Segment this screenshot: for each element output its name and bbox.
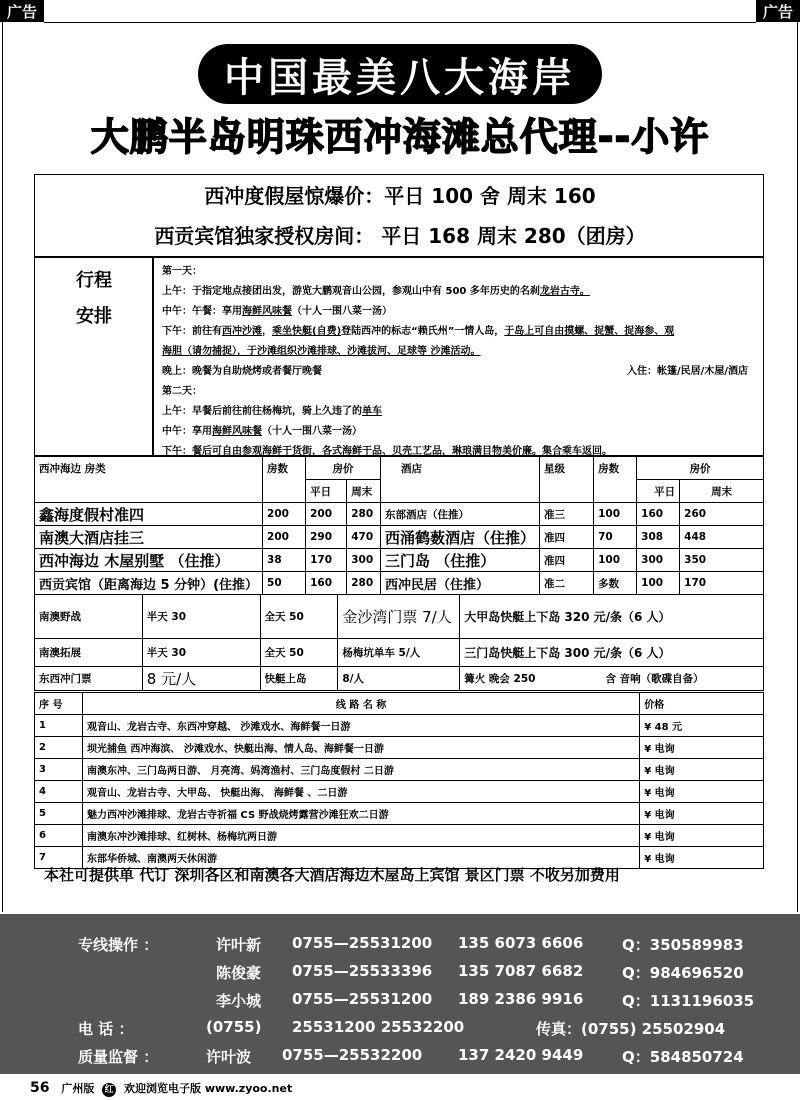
th-weekend-2: 周末 bbox=[680, 480, 764, 503]
cell: 篝火 晚会 250 含 音响（歌碟自备） bbox=[460, 667, 764, 691]
cell: 448 bbox=[680, 526, 764, 549]
phone-numbers: 25531200 25532200 bbox=[292, 1018, 465, 1036]
cell: 160 bbox=[637, 503, 680, 526]
contact-mobile: 135 6073 6606 bbox=[458, 934, 584, 952]
cell: 300 bbox=[637, 549, 680, 572]
ad-tag-left: 广告 bbox=[0, 0, 44, 22]
contact-qq: Q：984696520 bbox=[622, 964, 744, 982]
cell: 200 bbox=[306, 503, 347, 526]
table-row bbox=[35, 759, 764, 781]
label-phone: 电 话 ： bbox=[78, 1020, 134, 1038]
day2-morning: 上午：早餐后前往前往杨梅坑，骑上久违了的单车 bbox=[162, 406, 382, 417]
cell: 7 bbox=[35, 847, 83, 869]
cell: 470 bbox=[347, 526, 381, 549]
table-row bbox=[35, 549, 764, 572]
hotel-table bbox=[34, 456, 764, 595]
cell: 260 bbox=[680, 503, 764, 526]
day1-evening: 晚上：晚餐为自助烧烤或者餐厅晚餐 入住：帐篷/民居/木屋/酒店 bbox=[162, 366, 748, 377]
box-divider bbox=[34, 256, 764, 258]
main-title: 中国最美八大海岸 bbox=[198, 44, 602, 104]
cell: 南澳东冲、三门岛两日游、 月亮湾、妈湾渔村、三门岛度假村 二日游 bbox=[82, 759, 639, 781]
cell: 西冲民居（住推） bbox=[381, 572, 540, 595]
routes-header bbox=[35, 693, 764, 715]
cell: 4 bbox=[35, 781, 83, 803]
cell: ¥ 电询 bbox=[640, 781, 764, 803]
contact-name: 李小城 bbox=[216, 992, 262, 1010]
cell: 准四 bbox=[540, 549, 594, 572]
cell: 3 bbox=[35, 759, 83, 781]
cell: 南澳大酒店挂三 bbox=[35, 526, 263, 549]
contact-mobile: 135 7087 6682 bbox=[458, 962, 584, 980]
table-row bbox=[35, 667, 764, 691]
cell: 300 bbox=[347, 549, 381, 572]
table-row bbox=[35, 737, 764, 759]
box-vertical-divider bbox=[152, 256, 154, 456]
top-rule bbox=[44, 22, 756, 23]
cell: 8/人 bbox=[338, 667, 460, 691]
contact-mobile: 189 2386 9916 bbox=[458, 990, 584, 1008]
contact-qq: Q：1131196035 bbox=[622, 992, 755, 1010]
cell: ¥ 电询 bbox=[640, 825, 764, 847]
table-row bbox=[35, 526, 764, 549]
cell: 三门岛快艇上下岛 300 元/条（6 人） bbox=[460, 639, 764, 667]
th-price-2: 房价 bbox=[637, 457, 764, 480]
table-row bbox=[35, 639, 764, 667]
label-ops: 专线操作 ： bbox=[78, 936, 159, 954]
th-weekend: 周末 bbox=[347, 480, 381, 503]
cell: 280 bbox=[347, 503, 381, 526]
cell: 准三 bbox=[540, 503, 594, 526]
cell: 准二 bbox=[540, 572, 594, 595]
cell: ¥ 电询 bbox=[640, 737, 764, 759]
contact-name: 陈俊豪 bbox=[216, 964, 262, 982]
fax: 传真：(0755) 25502904 bbox=[536, 1020, 726, 1038]
cell: 8 元/人 bbox=[142, 667, 260, 691]
cell: 南澳东冲沙滩排球、红树林、杨梅坑两日游 bbox=[82, 825, 639, 847]
cell: 170 bbox=[306, 549, 347, 572]
cell: 三门岛 （住推） bbox=[381, 549, 540, 572]
cell: 南澳拓展 bbox=[35, 639, 143, 667]
day1-afternoon: 下午：前往有西冲沙滩，乘坐快艇(自费)登陆西冲的标志“赖氏州”一情人岛，于岛上可自由摸螺、捉蟹、捉海参、观 bbox=[162, 326, 675, 337]
cell: 308 bbox=[637, 526, 680, 549]
logo-icon: 红 bbox=[102, 1083, 116, 1097]
cell: 金沙湾门票 7/人 bbox=[338, 595, 460, 639]
cell: 160 bbox=[306, 572, 347, 595]
th-price: 房价 bbox=[306, 457, 381, 480]
cell: 东西冲门票 bbox=[35, 667, 143, 691]
cell: 东部酒店（住推） bbox=[381, 503, 540, 526]
contact-tel: 0755—25531200 bbox=[292, 934, 433, 952]
cell: 准四 bbox=[540, 526, 594, 549]
day1-afternoon-2: 海胆（请勿捕捉），于沙滩组织沙滩排球、沙滩拔河、足球等 沙滩活动。 bbox=[162, 346, 481, 357]
contact-tel: 0755—25531200 bbox=[292, 990, 433, 1008]
contact-mobile: 137 2420 9449 bbox=[458, 1046, 584, 1064]
day2-heading: 第二天： bbox=[162, 386, 202, 397]
day1-morning: 上午：于指定地点接团出发，游览大鹏观音山公园，参观山中有 500 多年历史的名刹龙岩古寺。 bbox=[162, 286, 590, 297]
cell: 100 bbox=[594, 549, 637, 572]
itinerary-label-2: 安排 bbox=[76, 306, 112, 327]
cell: 1 bbox=[35, 715, 83, 737]
page-footer bbox=[30, 1080, 292, 1097]
cell: 半天 30 bbox=[142, 639, 260, 667]
price-line-1: 西冲度假屋惊爆价：平日 100 舍 周末 160 bbox=[204, 184, 596, 208]
table-row bbox=[35, 595, 764, 639]
th-no: 序 号 bbox=[35, 693, 83, 715]
cell: 全天 50 bbox=[260, 595, 338, 639]
table-row bbox=[35, 715, 764, 737]
cell: 70 bbox=[594, 526, 637, 549]
cell: 38 bbox=[263, 549, 306, 572]
th-rooms: 房数 bbox=[263, 457, 306, 503]
th-weekday-2: 平日 bbox=[637, 480, 680, 503]
cell: ¥ 电询 bbox=[640, 847, 764, 869]
cell: 南澳野战 bbox=[35, 595, 143, 639]
cell: 290 bbox=[306, 526, 347, 549]
contact-panel bbox=[0, 914, 800, 1074]
day2-afternoon: 下午：餐后可自由参观海鲜干货街，各式海鲜干品、贝壳工艺品，琳琅满目物美价廉。集合乘车返回。 bbox=[162, 446, 612, 457]
extras-table bbox=[34, 594, 764, 691]
cell: 魅力西冲沙滩排球、龙岩古寺祈福 CS 野战烧烤露营沙滩狂欢二日游 bbox=[82, 803, 639, 825]
cell: ¥ 电询 bbox=[640, 759, 764, 781]
cell: 坝光捕鱼 西冲海滨、 沙滩戏水、快艇出海、情人岛、海鲜餐一日游 bbox=[82, 737, 639, 759]
cell: 观音山、龙岩古寺、大甲岛、 快艇出海、 海鲜餐 、二日游 bbox=[82, 781, 639, 803]
cell: 6 bbox=[35, 825, 83, 847]
cell: 西贡宾馆（距离海边 5 分钟）(住推） bbox=[35, 572, 263, 595]
th-rooms-2: 房数 bbox=[594, 457, 637, 503]
itinerary-label-1: 行程 bbox=[76, 270, 112, 291]
cell: 观音山、龙岩古寺、东西冲穿越、 沙滩戏水、海鲜餐一日游 bbox=[82, 715, 639, 737]
th-route-name: 线 路 名 称 bbox=[82, 693, 639, 715]
edition-label: 广州版 bbox=[61, 1082, 95, 1095]
cell: 50 bbox=[263, 572, 306, 595]
cell: 2 bbox=[35, 737, 83, 759]
contact-qq: Q：584850724 bbox=[622, 1048, 744, 1066]
contact-tel: 0755—25533396 bbox=[292, 962, 433, 980]
cell: 快艇上岛 bbox=[260, 667, 338, 691]
cell: 全天 50 bbox=[260, 639, 338, 667]
cell: 350 bbox=[680, 549, 764, 572]
contact-name: 许叶波 bbox=[206, 1048, 252, 1066]
th-star: 星级 bbox=[540, 457, 594, 503]
phone-area: (0755) bbox=[206, 1018, 262, 1036]
page-number: 56 bbox=[30, 1080, 50, 1096]
cell: 大甲岛快艇上下岛 320 元/条（6 人） bbox=[460, 595, 764, 639]
cell: 100 bbox=[637, 572, 680, 595]
cell: 100 bbox=[594, 503, 637, 526]
cell: 杨梅坑单车 5/人 bbox=[338, 639, 460, 667]
contact-qq: Q：350589983 bbox=[622, 936, 744, 954]
contact-name: 许叶新 bbox=[216, 936, 262, 954]
cell: ¥ 电询 bbox=[640, 803, 764, 825]
day2-noon: 中午：享用海鲜风味餐（十人一围八菜一汤） bbox=[162, 426, 362, 437]
cell: 5 bbox=[35, 803, 83, 825]
th-route-price: 价格 bbox=[640, 693, 764, 715]
day1-heading: 第一天： bbox=[162, 266, 202, 277]
cell: ¥ 48 元 bbox=[640, 715, 764, 737]
cell: 鑫海度假村准四 bbox=[35, 503, 263, 526]
cell: 200 bbox=[263, 503, 306, 526]
cell: 西涌鹤薮酒店（住推） bbox=[381, 526, 540, 549]
service-note: 本社可提供单 代订 深圳各区和南澳各大酒店海边木屋岛上宾馆 景区门票 不收另加费用 bbox=[44, 866, 620, 884]
cell: 东部华侨城、南澳两天休闲游 bbox=[82, 847, 639, 869]
table-row bbox=[35, 572, 764, 595]
cell: 200 bbox=[263, 526, 306, 549]
table-row bbox=[35, 803, 764, 825]
label-quality: 质量监督 ： bbox=[78, 1048, 159, 1066]
sub-title: 大鹏半岛明珠西冲海滩总代理--小许 bbox=[90, 115, 710, 159]
price-line-2: 西贡宾馆独家授权房间： 平日 168 周末 280（团房） bbox=[154, 224, 646, 248]
table-row bbox=[35, 503, 764, 526]
th-hotel: 酒店 bbox=[381, 457, 540, 503]
ad-tag-right: 广告 bbox=[756, 0, 800, 22]
routes-table bbox=[34, 692, 764, 869]
table-row bbox=[35, 825, 764, 847]
contact-tel: 0755—25532200 bbox=[282, 1046, 423, 1064]
itinerary-text bbox=[162, 262, 758, 462]
cell: 多数 bbox=[594, 572, 637, 595]
cell: 280 bbox=[347, 572, 381, 595]
cell: 170 bbox=[680, 572, 764, 595]
footer-text: 欢迎浏览电子版 www.zyoo.net bbox=[124, 1082, 293, 1095]
th-weekday: 平日 bbox=[306, 480, 347, 503]
th-room-type: 西冲海边 房类 bbox=[35, 457, 263, 503]
day1-noon: 中午：午餐：享用海鲜风味餐（十人一围八菜一汤） bbox=[162, 306, 392, 317]
cell: 西冲海边 木屋别墅 （住推） bbox=[35, 549, 263, 572]
table-row bbox=[35, 781, 764, 803]
cell: 半天 30 bbox=[142, 595, 260, 639]
